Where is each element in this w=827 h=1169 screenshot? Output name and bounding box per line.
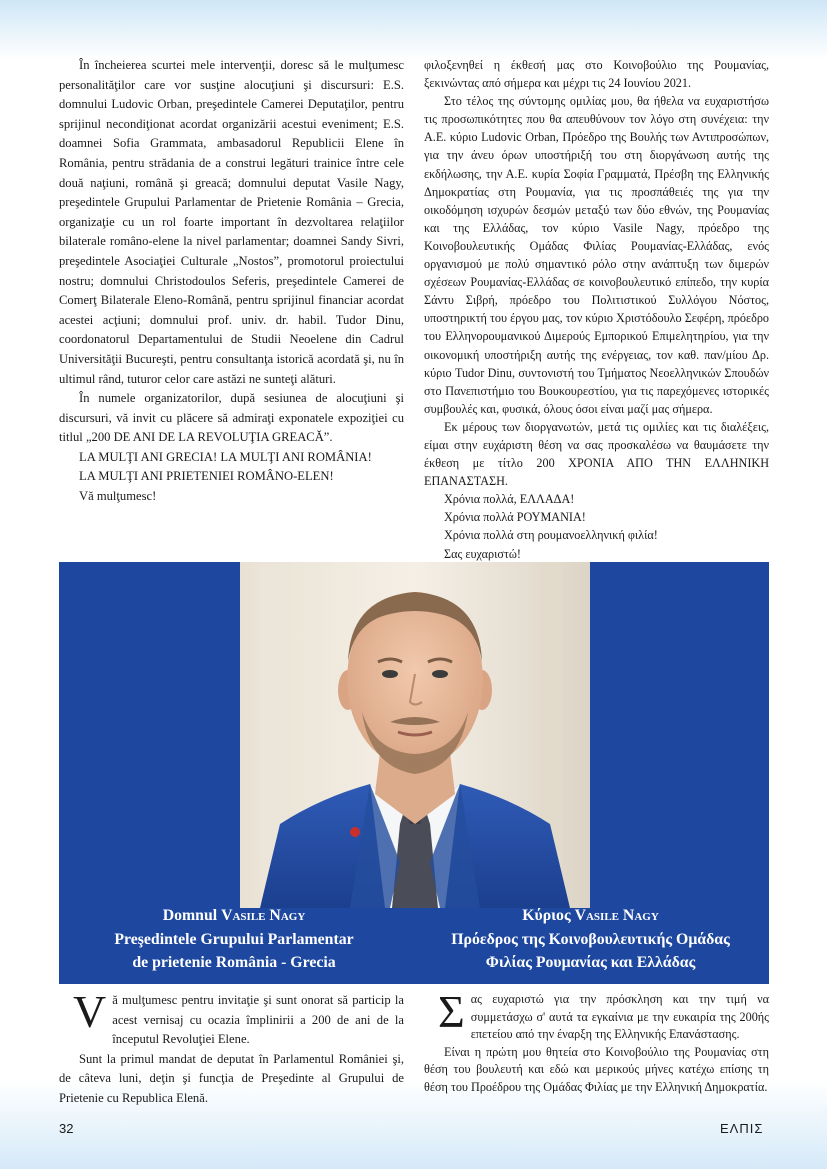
ro-paragraph-invitation: În numele organizatorilor, după sesiunea de alocuţiuni şi discursuri, vă invit cu plăcere să admiraţi exponatele expoziţiei cu titlul „200 DE ANI DE LA REVOLUŢIA GREACĂ”.	[59, 391, 404, 445]
ro-speech-paragraph-1	[59, 986, 404, 1050]
romanian-caption	[59, 904, 409, 975]
romanian-column-bottom	[59, 986, 404, 1109]
ro-caption-title-line-2: de prietenie România - Grecia	[132, 954, 336, 971]
journal-name: ΕΛΠΙΣ	[720, 1121, 764, 1136]
portrait-photo	[240, 562, 590, 908]
ro-speech-paragraph-2: Sunt la primul mandat de deputat în Parlamentul României şi, de câteva luni, deţin şi funcţia de Preşedinte al Grupului de Prietenie cu Republica Elenă.	[59, 1051, 404, 1105]
gr-wish-line-2: Χρόνια πολλά ΡΟΥΜΑΝΙΑ!	[444, 510, 586, 525]
gr-caption-name: Vasile Nagy	[574, 907, 659, 924]
greek-caption	[412, 904, 769, 975]
gr-speech-paragraph-1	[424, 986, 769, 1044]
ro-greeting-line-1: LA MULŢI ANI GRECIA! LA MULŢI ANI ROMÂNIA!	[79, 449, 372, 464]
ro-thank-you-line: Vă mulţumesc!	[79, 489, 157, 504]
gr-thank-you-line: Σας ευχαριστώ!	[444, 546, 521, 561]
gr-paragraph-exhibition: φιλοξενηθεί η έκθεσή μας στο Κοινοβούλιο της Ρουμανίας, ξεκινώντας από σήμερα και μέχρι τις 24 Ιουνίου 2021.	[424, 58, 769, 91]
ro-paragraph-thanks: În încheierea scurtei mele intervenţii, doresc să le mulţumesc personalităţilor care vor susţine alocuţiuni şi discursuri: E.S. domnului Ludovic Orban, preşedintele Camerei Deputaţilor, pentru sprijinul necondiţionat acordat organizării acestui eveniment; E.S. doamnei Sofia Grammata, ambasadorul Republicii Elene în România, pentru strădania de a construi legături trainice între cele două naţiuni, română şi greacă; domnului deputat Vasile Nagy, preşedintele Grupului Parlamentar de Prietenie România – Grecia, organizaţie cu un rol foarte important în dezvoltarea relaţiilor bilaterale româno-elene la nivel parlamentar; doamnei Sandy Sivri, preşedintele Asociaţiei Culturale „Nostos”, promotorul proiectului nostru; domnului Christodoulos Seferis, preşedintele Camerei de Comerţ Bilaterale Eleno-Română, pentru sprijinul financiar acordat acestei acţiuni; domnului prof. univ. dr. habil. Tudor Dinu, coordonatorul Departamentului de Studii Neoelene din Cadrul Universităţii Bucureşti, pentru consultanţa istorică acordată şi, nu în ultimul rând, tuturor celor care astăzi ne sunteţi alături.	[59, 58, 404, 386]
gr-paragraph-thanks: Στο τέλος της σύντομης ομιλίας μου, θα ήθελα να ευχαριστήσω τις προσωπικότητες που θα απευθύνουν τον λόγο στη συνέχεια: την Α.Ε. κύριο Ludovic Orban, Πρόεδρο της Βουλής των Αντιπροσώπων, για την άνευ όρων υποστήριξή του στη διοργάνωση αυτής της εκδήλωσης, την Α.Ε. κυρία Σοφία Γραμματά, Πρέσβη της Ελληνικής Δημοκρατίας στη Ρουμανία, για τις προσπάθειές της για την οικοδόμηση ισχυρών δεσμών μεταξύ των δύο εθνών, της Ρουμανίας και της Ελλάδας, τον κύριο Vasile Nagy, πρόεδρο της Κοινοβουλευτικής Ομάδας Φιλίας Ρουμανίας-Ελλάδας, ενός οργανισμού με πολύ σημαντικό ρόλο στην ανάπτυξη των διμερών σχέσεων Ρουμανίας-Ελλάδας σε κοινοβουλευτικό επίπεδο, την κυρία Σάντυ Σιβρή, πρόεδρο του Πολιτιστικού Συλλόγου Νόστος, υποστηρικτή του έργου μας, τον κύριο Χριστόδουλο Σεφέρη, πρόεδρο του Ελληνορουμανικού Διμερούς Εμπορικού Επιμελητηρίου, για την οικονομική υποστήριξη αυτής της ενέργειας, τον καθ. παν/μίου Δρ. κύριο Tudor Dinu, συντονιστή του Τμήματος Νεοελληνικών Σπουδών στο Πανεπιστήμιο του Βουκουρεστίου, για τις παρεχόμενες ιστορικές συμβουλές και, φυσικά, όλους όσοι είναι μαζί μας σήμερα.	[424, 94, 769, 416]
ro-caption-name-line	[59, 904, 409, 928]
gr-wish-line-1: Χρόνια πολλά, ΕΛΛΑΔΑ!	[444, 492, 575, 507]
gr-caption-title-line-1: Πρόεδρος της Κοινοβουλευτικής Ομάδας	[451, 930, 730, 948]
ro-dropcap: V	[73, 986, 107, 1037]
top-decorative-band	[0, 0, 827, 60]
ro-speech-text-1: ă mulţumesc pentru invitaţie şi sunt onorat să particip la acest vernisaj cu ocazia împlinirii a 200 de ani de la începutul Revoluţiei Elene.	[112, 993, 404, 1047]
gr-paragraph-invitation: Εκ μέρους των διοργανωτών, μετά τις ομιλίες και τις διαλέξεις, είμαι στην ευχάριστη θέση να σας προσκαλέσω να θαυμάσετε την έκθεση με τίτλο 200 ΧΡΟΝΙΑ ΑΠΟ ΤΗΝ ΕΛΛΗΝΙΚΗ ΕΠΑΝΑΣΤΑΣΗ.	[424, 419, 769, 489]
gr-caption-name-line	[412, 904, 769, 928]
ro-greeting-line-2: LA MULŢI ANI PRIETENIEI ROMÂNO-ELEN!	[79, 469, 334, 484]
gr-dropcap: Σ	[438, 986, 465, 1037]
gr-wish-line-3: Χρόνια πολλά στη ρουμανοελληνική φιλία!	[444, 528, 658, 543]
romanian-column-top	[59, 56, 404, 507]
ro-caption-prefix: Domnul	[162, 907, 222, 924]
gr-caption-prefix: Κύριος	[522, 907, 575, 924]
ro-caption-name: Vasile Nagy	[221, 907, 306, 924]
gr-speech-text-1: ας ευχαριστώ για την πρόσκληση και την τιμή να συμμετάσχω σ' αυτά τα εγκαίνια με την ευκαιρία της 200ής επετείου από την έναρξη της Ελληνικής Επανάστασης.	[470, 992, 769, 1042]
gr-speech-paragraph-2: Είναι η πρώτη μου θητεία στο Κοινοβούλιο της Ρουμανίας στη θέση του βουλευτή και εδώ και μερικούς μήνες κατέχω επίσης τη θέση του Προέδρου της Ομάδας Φιλίας με την Ελληνική Δημοκρατία.	[424, 1044, 769, 1094]
greek-column-bottom	[424, 986, 769, 1097]
ro-caption-title-line-1: Preşedintele Grupului Parlamentar	[114, 930, 354, 948]
gr-caption-title-line-2: Φιλίας Ρουμανίας και Ελλάδας	[485, 954, 696, 971]
page-number: 32	[59, 1121, 74, 1136]
greek-column-top	[424, 56, 769, 563]
